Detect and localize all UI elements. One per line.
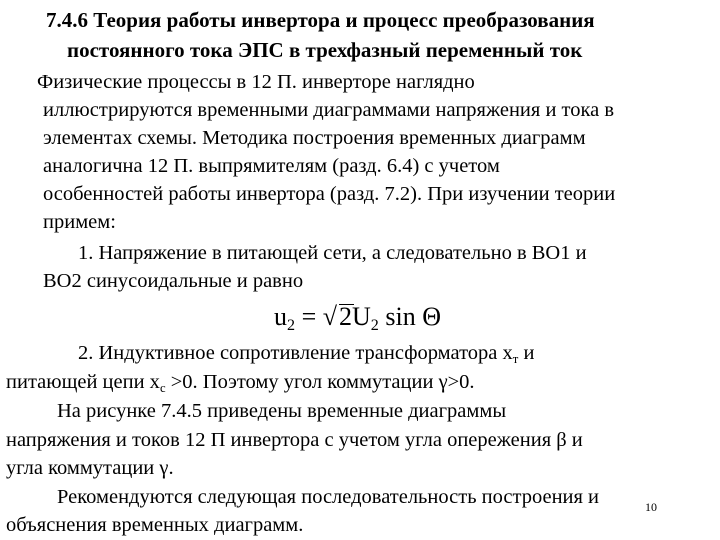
list-item-2-text-d: >0. Поэтому угол коммутации γ>0. — [165, 371, 475, 393]
section-title-line-1: 7.4.6 Теория работы инвертора и процесс преобразования — [46, 8, 595, 32]
section-title-line-2: постоянного тока ЭПС в трехфазный переменный ток — [67, 38, 583, 62]
list-item-2-sub-t: т — [512, 351, 519, 366]
formula-radicand — [337, 302, 352, 332]
formula-radicand-value: 2 — [339, 302, 353, 331]
paragraph-3-line-1: На рисунке 7.4.5 приведены временные диаграммы — [57, 400, 507, 422]
voltage-formula — [274, 302, 441, 332]
paragraph-1-line-1: Физические процессы в 12 П. инверторе наглядно — [37, 71, 475, 93]
list-item-2-line-2 — [6, 370, 475, 394]
formula-u: u — [274, 302, 287, 331]
paragraph-1-line-6: примем: — [43, 211, 116, 233]
formula-sin: sin — [385, 302, 416, 331]
formula-U-subscript: 2 — [370, 316, 379, 334]
list-item-2-sub-c: c — [159, 380, 166, 395]
list-item-2-text-c: питающей цепи x — [6, 371, 160, 393]
paragraph-1-line-2: иллюстрируются временными диаграммами напряжения и тока в — [43, 99, 615, 121]
paragraph-1-line-4: аналогична 12 П. выпрямителям (разд. 6.4) с учетом — [43, 155, 500, 177]
formula-theta: Θ — [422, 302, 441, 331]
formula-equals: = — [301, 302, 317, 331]
list-item-2-line-1 — [78, 341, 534, 365]
formula-U: U — [352, 302, 371, 331]
list-item-1-line-1: 1. Напряжение в питающей сети, а следовательно в ВО1 и — [78, 242, 587, 264]
list-item-2-text-a: 2. Индуктивное сопротивление трансформатора x — [78, 342, 513, 364]
formula-u-subscript: 2 — [287, 316, 296, 334]
paragraph-1-line-3: элементах схемы. Методика построения временных диаграмм — [43, 127, 586, 149]
paragraph-4-line-2: объяснения временных диаграмм. — [6, 514, 304, 536]
paragraph-3-line-3: угла коммутации γ. — [6, 457, 174, 479]
paragraph-1-line-5: особенностей работы инвертора (разд. 7.2). При изучении теории — [43, 183, 616, 205]
paragraph-3-line-2: напряжения и токов 12 П инвертора с учетом угла опережения β и — [6, 429, 583, 451]
page-number: 10 — [645, 500, 657, 514]
list-item-2-text-b: и — [518, 342, 535, 364]
sqrt-icon: √ — [322, 302, 338, 331]
paragraph-4-line-1: Рекомендуются следующая последовательность построения и — [57, 486, 600, 508]
list-item-1-line-2: ВО2 синусоидальные и равно — [43, 270, 304, 292]
